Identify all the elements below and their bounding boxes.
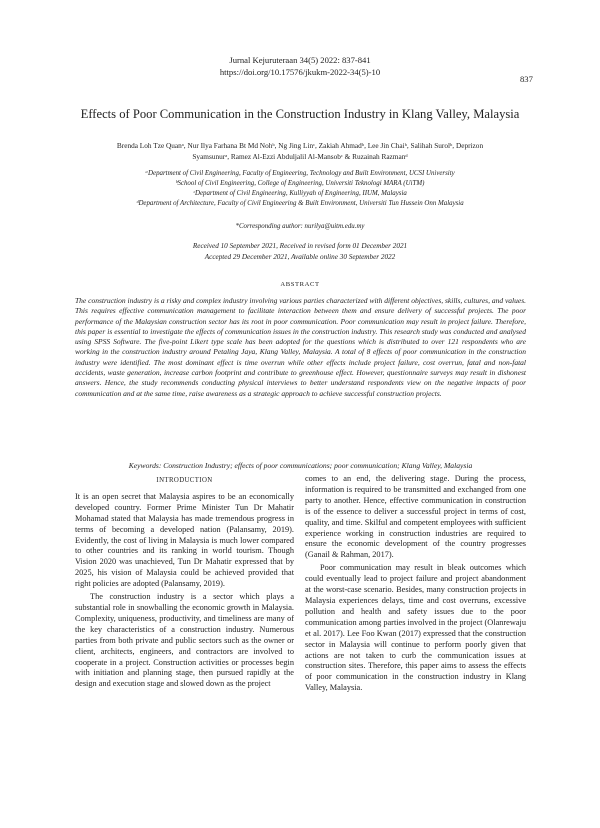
- paper-title: Effects of Poor Communication in the Construction Industry in Klang Valley, Malaysia: [80, 107, 520, 121]
- affiliation-a: ᵃDepartment of Civil Engineering, Faculty of Engineering, Technology and Built Environment, UCSI University: [145, 170, 455, 177]
- paragraph: Poor communication may result in bleak outcomes which could eventually lead to project failure and project abandonment at the worst-case scenario. Besides, many construction projects in Malaysia experiences delays, time and cost overruns, excessive pollution and health and safety issues due to the poor communication among parties involved in the project (Olanrewaju et al. 2017). Lee Foo Kwan (2017) expressed that the construction sector in Malaysia will continue to perform poorly given that actions are not taken to curb the communication issues at construction sites. Therefore, this paper aims to assess the effects of poor communication in the construction industry in Klang Valley, Malaysia.: [305, 563, 526, 693]
- affiliation-d: ᵈDepartment of Architecture, Faculty of Civil Engineering & Built Environment, Universiti Tun Hussein Onn Malaysia: [136, 200, 464, 207]
- accepted-dates: Accepted 29 December 2021, Available online 30 September 2022: [204, 252, 396, 261]
- author-line-2: Syamsunurᵃ, Ramez Al-Ezzi Abduljalil Al-Mansobᶜ & Ruzainah Razmanᵈ: [192, 152, 408, 161]
- journal-citation: Jurnal Kejuruteraan 34(5) 2022: 837-841: [229, 55, 371, 65]
- introduction-heading: INTRODUCTION: [156, 477, 213, 484]
- affiliation-b: ᵇSchool of Civil Engineering, College of Engineering, Universiti Teknologi MARA (UiTM): [175, 180, 425, 187]
- submission-dates: [60, 241, 540, 262]
- left-column: [75, 477, 294, 690]
- abstract-text: The construction industry is a risky and complex industry involving various parties characterized with different objectives, skills, cultures, and values. This requires effective communication management to facilitate interaction between them and ensure delivery of successful projects. The poor performance of the Malaysian construction sector has its root in poor communication. Poor communication may result in project failure. Therefore, this paper is essential to investigate the effects of communication issues in the construction industry. This research study was conducted and analysed using SPSS Software. The five-point Likert type scale has been adopted for the questions which is distributed to over 121 respondents who are working in the construction industry around Petaling Jaya, Klang Valley, Malaysia. A total of 8 effects of poor communication in the construction industry were identified. The most dominant effect is time overrun while other effects include project failure, cost overrun, fatal and non-fatal accidents, waste generation, increase carbon footprint and contribute to greenhouse effect. However, questionnaire surveys may result in dishonest answers. Hence, the study recommends conducting physical interviews to better understand respondents view on the negative impacts of poor communication and at the same time, raise awareness as a strategic approach to achieve successful construction projects.: [75, 296, 526, 398]
- corresponding-author: *Corresponding author: nurilya@uitm.edu.my: [235, 223, 365, 230]
- paragraph: It is an open secret that Malaysia aspires to be an economically developed country. Former Prime Minister Tun Dr Mahatir Mohamad stated that Malaysia has made tremendous progress in terms of becoming a developed nation (Palansamy, 2019). Evidently, the cost of living in Malaysia is much lower compared to other countries and its ranking in world tourism. Though Vision 2020 was unachieved, Tun Dr Mahatir expressed that by 2025, his vision of Malaysia could be achieved provided that right policies are adopted (Palansamy, 2019).: [75, 491, 294, 589]
- received-dates: Received 10 September 2021, Received in revised form 01 December 2021: [192, 242, 408, 250]
- affiliations: [60, 169, 540, 209]
- affiliation-c: ᶜDepartment of Civil Engineering, Kulliyyah of Engineering, IIUM, Malaysia: [193, 190, 407, 197]
- right-column: [305, 474, 526, 694]
- page-number: 837: [520, 74, 533, 84]
- author-list: [60, 140, 540, 162]
- abstract-heading: ABSTRACT: [280, 281, 320, 288]
- keywords: Keywords: Construction Industry; effects of poor communications; poor communication; Klang Valley, Malaysia: [128, 461, 473, 470]
- doi-link[interactable]: https://doi.org/10.17576/jkukm-2022-34(5)-10: [219, 67, 381, 77]
- paragraph: The construction industry is a sector which plays a substantial role in snowballing the economic growth in Malaysia. Complexity, uniqueness, productivity, and timeliness are many of the key characteristics of a construction industry. Numerous parties from both private and public sectors such as the owner or client, architects, engineers, and contractors are involved to cooperate in a project. Construction activities or processes begin with initiation and planning stage, then pursued rapidly at the design and execution stage and slowed down as the project: [75, 592, 294, 689]
- author-line-1: Brenda Loh Tze Quanᵃ, Nur Ilya Farhana Bt Md Nohᵇ, Ng Jing Linᶜ, Zakiah Ahmadᵇ, Lee Jin Chaiᵇ, Salihah Surolᵇ, Deprizon: [116, 141, 484, 150]
- journal-header: [0, 54, 600, 78]
- paragraph: comes to an end, the delivering stage. During the process, information is required to be transmitted and exchanged from one party to another. Hence, effective communication in construction is of the essence to deliver a successful project in terms of cost, quality, and time. Skilful and competent employees with sufficient experience working in construction industries are required to ensure the economic development of the country progresses (Ganail & Rahman, 2017).: [305, 474, 526, 560]
